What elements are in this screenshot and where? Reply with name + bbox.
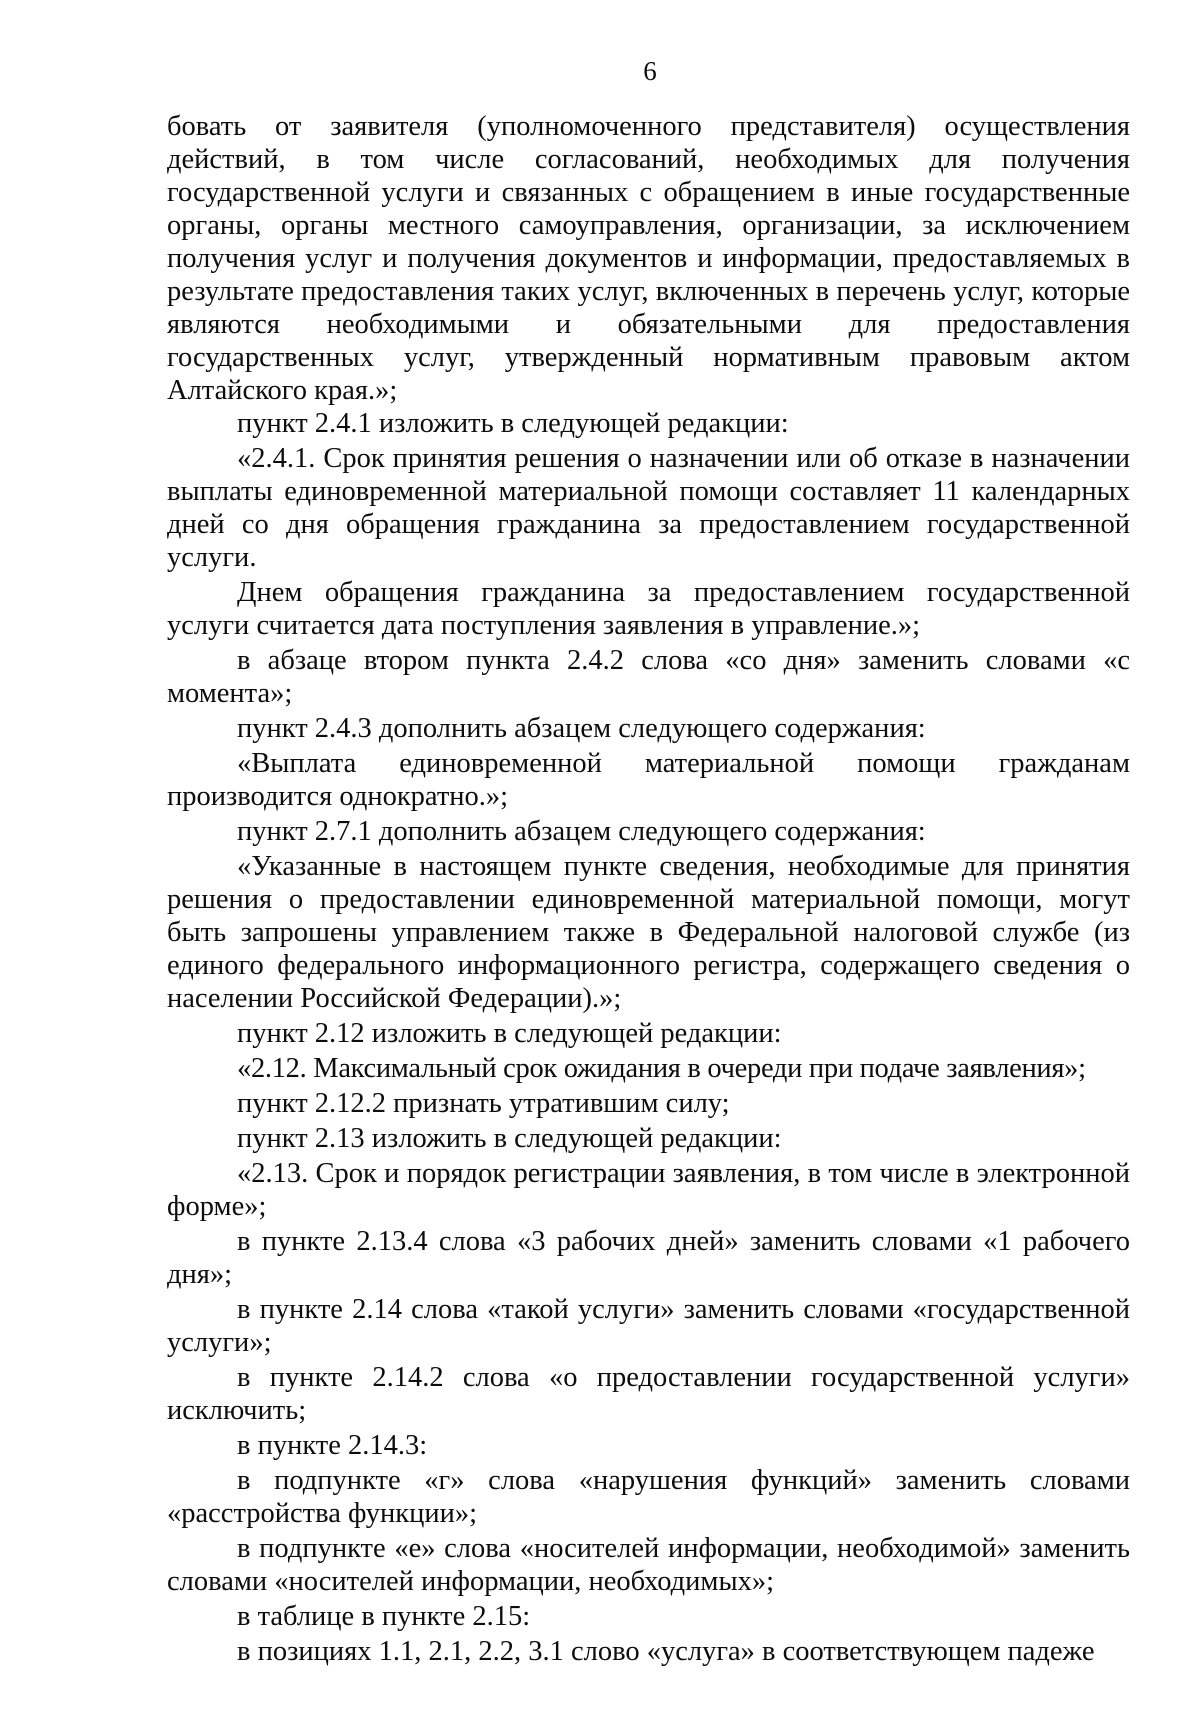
paragraph: пункт 2.12 изложить в следующей редакции: [237,1018,782,1049]
paragraph: пункт 2.4.1 изложить в следующей редакции: [237,408,789,439]
paragraph: в позициях 1.1, 2.1, 2.2, 3.1 слово «услуга» в соответствующем падеже [237,1636,1095,1667]
paragraph: «2.13. Срок и порядок регистрации заявления, в том числе в электронной форме»; [167,1158,1130,1222]
paragraph: в пункте 2.14 слова «такой услуги» заменить словами «государственной услуги»; [167,1294,1130,1358]
paragraph: пункт 2.7.1 дополнить абзацем следующего содержания: [237,816,926,847]
paragraph: в подпункте «г» слова «нарушения функций» заменить словами «расстройства функции»; [167,1465,1130,1529]
paragraph: пункт 2.12.2 признать утратившим силу; [237,1088,730,1119]
paragraph: «2.12. Максимальный срок ожидания в очереди при подаче заявления»; [237,1053,1086,1084]
paragraph: «Указанные в настоящем пункте сведения, необходимые для принятия решения о предоставлении единовременной материальной помощи, могут быть запрошены управлением также в Федеральной налоговой службе (из единого федерального информационного регистра, содержащего сведения о населении Российской Федерации).»; [167,851,1130,1014]
paragraph: в пункте 2.14.3: [237,1430,428,1461]
paragraph: в таблице в пункте 2.15: [237,1601,531,1632]
page-number: 6 [643,56,657,86]
paragraph: пункт 2.4.3 дополнить абзацем следующего содержания: [237,713,926,744]
paragraph: в пункте 2.14.2 слова «о предоставлении государственной услуги» исключить; [167,1362,1130,1426]
paragraph: «2.4.1. Срок принятия решения о назначении или об отказе в назначении выплаты единовременной материальной помощи составляет 11 календарных дней со дня обращения гражданина за предоставлением государственной услуги. [167,443,1130,573]
paragraph-continuation: бовать от заявителя (уполномоченного представителя) осуществления действий, в том числе согласований, необходимых для получения государственной услуги и связанных с обращением в иные государственные органы, органы местного самоуправления, организации, за исключением получения услуг и получения документов и информации, предоставляемых в результате предоставления таких услуг, включенных в перечень услуг, которые являются необходимыми и обязательными для предоставления государственных услуг, утвержденный нормативным правовым актом Алтайского края.»; [167,111,1130,406]
paragraph: в пункте 2.13.4 слова «3 рабочих дней» заменить словами «1 рабочего дня»; [167,1226,1130,1290]
paragraph: Днем обращения гражданина за предоставлением государственной услуги считается дата поступления заявления в управление.»; [167,577,1130,641]
paragraph: в абзаце втором пункта 2.4.2 слова «со дня» заменить словами «с момента»; [167,645,1130,709]
paragraph: пункт 2.13 изложить в следующей редакции: [237,1123,782,1154]
paragraph: «Выплата единовременной материальной помощи гражданам производится однократно.»; [167,748,1130,812]
document-body [167,110,1130,1668]
paragraph: в подпункте «е» слова «носителей информации, необходимой» заменить словами «носителей информации, необходимых»; [167,1533,1130,1597]
